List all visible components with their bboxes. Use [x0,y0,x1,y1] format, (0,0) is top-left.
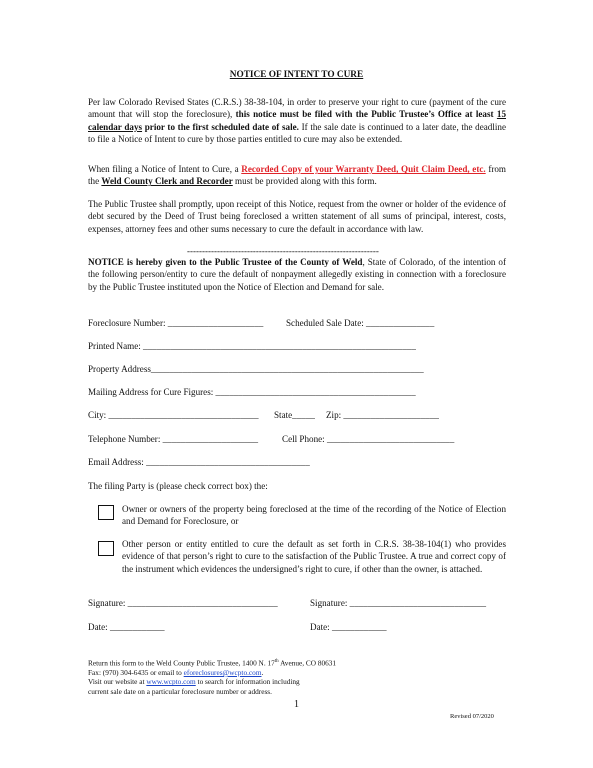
property-address-field[interactable]: Property Address____________________________________________________________ [88,364,424,374]
footer-address-text: Return this form to the Weld County Public Trustee, 1400 N. 17 [88,658,275,668]
other-party-option-text: Other person or entity entitled to cure the default as set forth in C.R.S. 38-38-104(1) who provides evidence of that person’s right to cure to the satisfaction of the Public Trustee. A true and correct copy of the instrument which evidences the undersigned’s right to cure, if other than the owner, is attached. [122,539,506,574]
date-field-1[interactable]: Date: ____________ [88,622,165,632]
footer-website [88,677,336,686]
telephone-field[interactable]: Telephone Number: _____________________ [88,434,259,444]
trustee-paragraph: The Public Trustee shall promptly, upon receipt of this Notice, request from the owner or holder of the evidence of debt secured by the Deed of Trust being foreclosed a written statement of all sums of principal, interest, costs, expenses, attorney fees and other sums necessary to cure the default in accordance with law. [88,199,506,234]
intro-paragraph [88,96,506,146]
other-party-checkbox[interactable] [98,541,114,556]
footer-contact [88,668,336,677]
footer-period: . [261,667,264,677]
notice-paragraph [88,256,506,293]
intro-bold-text-2: prior to the first scheduled date of sale. [142,121,299,132]
deed-paragraph [88,163,506,188]
owner-checkbox[interactable] [98,505,114,520]
deed-required-text: Recorded Copy of your Warranty Deed, Quit Claim Deed, etc. [241,164,486,174]
website-link[interactable]: www.wcpto.com [146,677,196,687]
foreclosure-number-field[interactable]: Foreclosure Number: _____________________ [88,318,264,328]
footer-address-text-2: Avenue, CO 80631 [278,658,337,668]
email-field[interactable]: Email Address: ____________________________________ [88,457,310,467]
revised-date: Revised 07/2020 [450,713,494,720]
email-link[interactable]: eforeclosures@wcpto.com [183,667,262,677]
printed-name-field[interactable]: Printed Name: ____________________________________________________________ [88,341,416,351]
filing-party-label: The filing Party is (please check correct box) the: [88,481,268,491]
footer-fax-text: Fax: (970) 304-6435 or email to [88,667,184,677]
page-title: NOTICE OF INTENT TO CURE [229,70,364,80]
footer-website-text-2: to search for information including [195,677,300,687]
mailing-address-field[interactable]: Mailing Address for Cure Figures: ____________________________________________ [88,387,416,397]
signature-field-1[interactable]: Signature: _________________________________ [88,598,278,608]
date-field-2[interactable]: Date: ____________ [310,622,387,632]
footer-address [88,657,336,668]
footer-website-text: Visit our website at [88,677,147,687]
page-number: 1 [294,699,299,710]
notice-bold-text: NOTICE is hereby given to the Public Trustee of the County of Weld [88,257,363,267]
footer-note: current sale date on a particular foreclosure number or address. [88,686,272,696]
cell-phone-field[interactable]: Cell Phone: ____________________________ [282,434,455,444]
zip-field[interactable]: Zip: _____________________ [326,410,439,420]
intro-text-2: If the sale date is continued to a later date, the deadline to file a Notice of Intent to cure by those parties entitled to cure may also be extended. [88,121,506,145]
footer-superscript: th [274,659,279,664]
intro-text: Per law Colorado Revised States (C.R.S.) 38-38-104, in order to preserve your right to cure (payment of the cure amount that will stop the foreclosure), [88,97,506,120]
deed-text-2: from the [88,164,507,187]
deed-text: When filing a Notice of Intent to Cure, a [88,164,242,174]
city-field[interactable]: City: _________________________________ [88,410,259,420]
deed-text-3: must be provided along with this form. [232,176,377,187]
divider: ---------------------------------------------------------------- [187,246,379,256]
intro-bold-text: this notice must be filed with the Public Trustee’s Office at least [235,109,497,120]
calendar-days-text: 15 calendar days [88,109,506,132]
footer [88,657,336,696]
scheduled-sale-date-field[interactable]: Scheduled Sale Date: _______________ [286,318,435,328]
clerk-recorder-text: Weld County Clerk and Recorder [101,176,233,187]
signature-field-2[interactable]: Signature: ______________________________ [310,598,487,608]
state-field[interactable]: State_____ [274,410,315,420]
notice-text: , State of Colorado, of the intention of the following person/entity to cure the default of nonpayment allegedly existing in connection with a foreclosure by the Public Trustee instituted upon the Notice of Election and Demand for sale. [88,257,506,292]
owner-option-text: Owner or owners of the property being foreclosed at the time of the recording of the Notice of Election and Demand for Foreclosure, or [122,504,506,527]
